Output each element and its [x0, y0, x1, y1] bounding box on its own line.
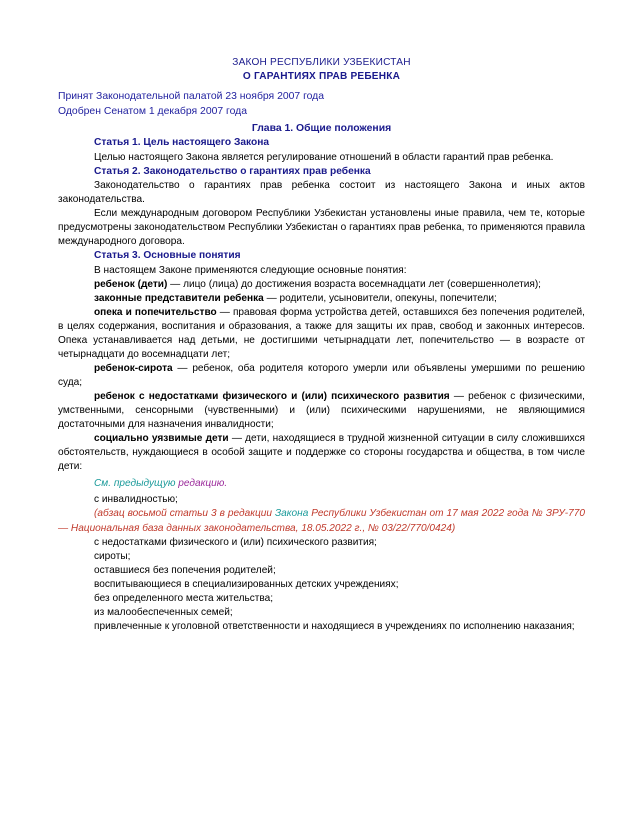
vulnerable-item-no-fixed-residence: без определенного места жительства;: [94, 593, 274, 605]
amendment-note-rest: Республики Узбекистан от 17 мая 2022 года № ЗРУ-770 — Национальная база данных законодательства, 18.05.2022 г., № 03/22/770/0424): [58, 508, 585, 534]
definition-term-legal-representatives: законные представители ребенка: [94, 292, 264, 304]
previous-edition-link[interactable]: См. предыдущую: [94, 478, 176, 490]
definition-body-child: — лицо (лица) до достижения возраста восемнадцати лет (совершеннолетия);: [167, 278, 541, 290]
adopted-by-chamber: Принят Законодательной палатой 23 ноября 2007 года: [58, 91, 325, 102]
article-heading-2: Статья 2. Законодательство о гарантиях прав ребенка: [94, 165, 371, 177]
definition-term-developmental-disabilities: ребенок с недостатками физического и (или) психического развития: [94, 391, 450, 403]
amendment-note-prefix: (абзац восьмой статьи 3 в редакции: [94, 508, 275, 520]
law-title-line-1: ЗАКОН РЕСПУБЛИКИ УЗБЕКИСТАН: [232, 57, 411, 68]
article-heading-1: Статья 1. Цель настоящего Закона: [94, 137, 270, 149]
definition-orphan: [58, 362, 585, 390]
vulnerable-item-without-parental-care: оставшиеся без попечения родителей;: [94, 564, 276, 576]
definition-body-legal-representatives: — родители, усыновители, опекуны, попечители;: [263, 292, 497, 304]
definition-socially-vulnerable: [58, 432, 585, 474]
vulnerable-item-orphans: сироты;: [94, 550, 131, 562]
article-2-paragraph-1: Законодательство о гарантиях прав ребенка состоит из настоящего Закона и иных актов законодательства.: [58, 180, 585, 206]
vulnerable-item-developmental: с недостатками физического и (или) психического развития;: [94, 536, 377, 548]
approved-by-senate: Одобрен Сенатом 1 декабря 2007 года: [58, 105, 247, 117]
definition-body-developmental-disabilities: — ребенок с физическими, умственными, сенсорными (чувственными) и (или) психическими нарушениями, не являющимися достаточными для назначения инвалидности;: [58, 391, 585, 431]
article-2-paragraph-2: Если международным договором Республики Узбекистан установлены иные правила, чем те, которые предусмотрены законодательством Республики Узбекистан о гарантиях прав ребенка, то применяются правила международного договора.: [58, 208, 585, 248]
definition-term-guardianship: опека и попечительство: [94, 306, 217, 318]
document-body: [58, 56, 585, 634]
definition-term-child: ребенок (дети): [94, 278, 168, 290]
law-title-line-2: О ГАРАНТИЯХ ПРАВ РЕБЕНКА: [242, 71, 401, 82]
previous-edition-link-tail[interactable]: редакцию.: [175, 478, 228, 490]
definition-body-socially-vulnerable: — дети, находящиеся в трудной жизненной ситуации в силу сложившихся обстоятельств, нуждающиеся в особой защите и поддержке со стороны государства и общества, в том числе дети:: [58, 433, 586, 473]
vulnerable-item-disability: с инвалидностью;: [94, 494, 178, 506]
vulnerable-item-specialized-institutions: воспитывающиеся в специализированных детских учреждениях;: [94, 578, 399, 590]
previous-edition-note: [58, 474, 585, 493]
amendment-law-link[interactable]: Закона: [274, 508, 309, 520]
definition-term-orphan: ребенок-сирота: [94, 363, 173, 375]
definition-body-orphan: — ребенок, оба родителя которого умерли или объявлены умершими по решению суда;: [58, 363, 585, 389]
article-3-intro: В настоящем Законе применяются следующие основные понятия:: [94, 264, 407, 276]
definition-term-socially-vulnerable: социально уязвимые дети: [94, 433, 229, 445]
article-heading-3: Статья 3. Основные понятия: [94, 250, 241, 262]
definition-child: [58, 278, 585, 292]
article-1-paragraph-1: Целью настоящего Закона является регулирование отношений в области гарантий прав ребенка.: [94, 151, 554, 163]
amendment-note: [58, 507, 585, 535]
chapter-heading: Глава 1. Общие положения: [251, 123, 392, 135]
definition-developmental-disabilities: [58, 390, 585, 432]
definition-body-guardianship: — правовая форма устройства детей, оставшихся без попечения родителей, в целях содержания, воспитания и образования, а также для защиты их прав, свобод и законных интересов. Опека устанавливается над детьми, не достигшими четырнадцати лет, попечительство — в возрасте от четырнадцати до восемнадцати лет;: [58, 306, 585, 360]
definition-guardianship: [58, 306, 585, 362]
vulnerable-item-criminal-liability: привлеченные к уголовной ответственности и находящиеся в учреждениях по исполнению наказания;: [94, 621, 575, 633]
definition-legal-representatives: [58, 292, 585, 306]
vulnerable-item-low-income-families: из малообеспеченных семей;: [94, 607, 233, 619]
